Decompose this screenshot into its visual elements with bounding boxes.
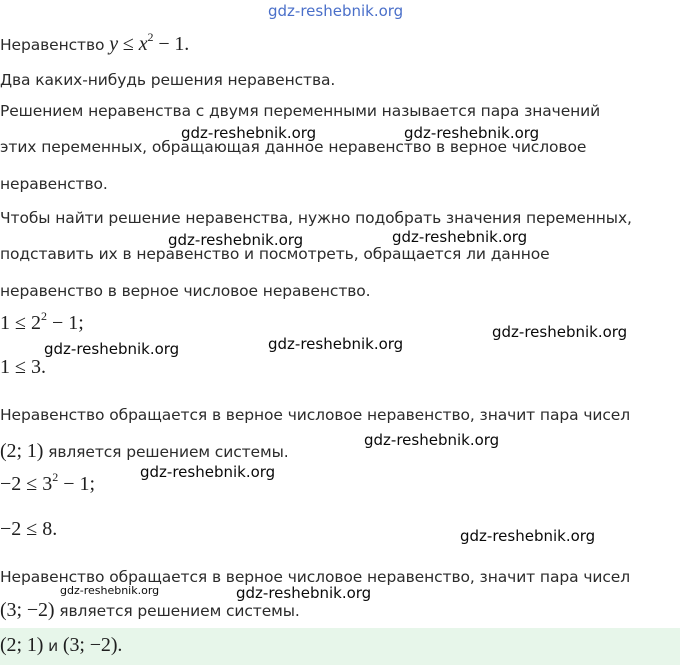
watermark: gdz-reshebnik.org [392,228,528,246]
calc1-left: 1 ≤ 2 [0,312,41,334]
method-line-1: Чтобы найти решение неравенства, нужно подобрать значения переменных, [0,209,632,227]
watermark: gdz-reshebnik.org [140,463,276,481]
watermark-small: gdz-reshebnik.org [60,584,160,597]
conclusion-1-line-2 [0,441,289,462]
answer-pair-2: (3; −2). [62,634,123,656]
conclusion-2-line-2 [0,600,300,621]
answer-pair-1: (2; 1) [0,634,44,656]
pair-1: (2; 1) [0,440,44,462]
calculation-1a [0,309,84,335]
calc2-exponent: 2 [52,470,59,484]
calculation-2b: −2 ≤ 8. [0,518,58,540]
calc2-right: − 1; [63,473,96,495]
var-x: x [138,33,148,55]
watermark-top: gdz-reshebnik.org [268,2,404,20]
method-line-2: подставить их в неравенство и посмотреть, обращается ли данное [0,245,550,263]
conclusion-2-line-1: Неравенство обращается в верное числовое неравенство, значит пара чисел [0,568,631,586]
inequality-prefix: Неравенство [0,36,105,54]
calc2-left: −2 ≤ 3 [0,473,53,495]
inequality-formula [109,30,190,55]
definition-line-2: этих переменных, обращающая данное неравенство в верное числовое [0,138,587,156]
answer-and: и [48,637,59,655]
watermark: gdz-reshebnik.org [181,124,317,142]
method-line-3: неравенство в верное числовое неравенство. [0,282,371,300]
inequality-line [0,30,190,55]
answer-box [0,628,680,665]
watermark: gdz-reshebnik.org [404,124,540,142]
watermark: gdz-reshebnik.org [492,323,628,341]
exponent: 2 [147,30,154,44]
watermark: gdz-reshebnik.org [460,527,596,545]
calculation-1b: 1 ≤ 3. [0,356,46,378]
definition-line-1: Решением неравенства с двумя переменными называется пара значений [0,102,601,120]
watermark: gdz-reshebnik.org [268,335,404,353]
calc1-exponent: 2 [40,309,47,323]
calc1-right: − 1; [51,312,84,334]
task-text: Два каких-нибудь решения неравенства. [0,71,336,89]
watermark: gdz-reshebnik.org [168,231,304,249]
calculation-2a [0,470,96,496]
answer-line [0,635,122,656]
le-sign: ≤ [122,33,134,55]
definition-line-3: неравенство. [0,175,108,193]
minus-one: − 1. [158,33,190,55]
var-y: y [109,33,119,55]
conclusion-1-line-1: Неравенство обращается в верное числовое неравенство, значит пара чисел [0,406,631,424]
pair-2: (3; −2) [0,599,55,621]
pair-suffix: является решением системы. [59,602,300,620]
pair-suffix: является решением системы. [48,443,289,461]
watermark: gdz-reshebnik.org [44,340,180,358]
watermark: gdz-reshebnik.org [364,431,500,449]
watermark: gdz-reshebnik.org [236,584,372,602]
